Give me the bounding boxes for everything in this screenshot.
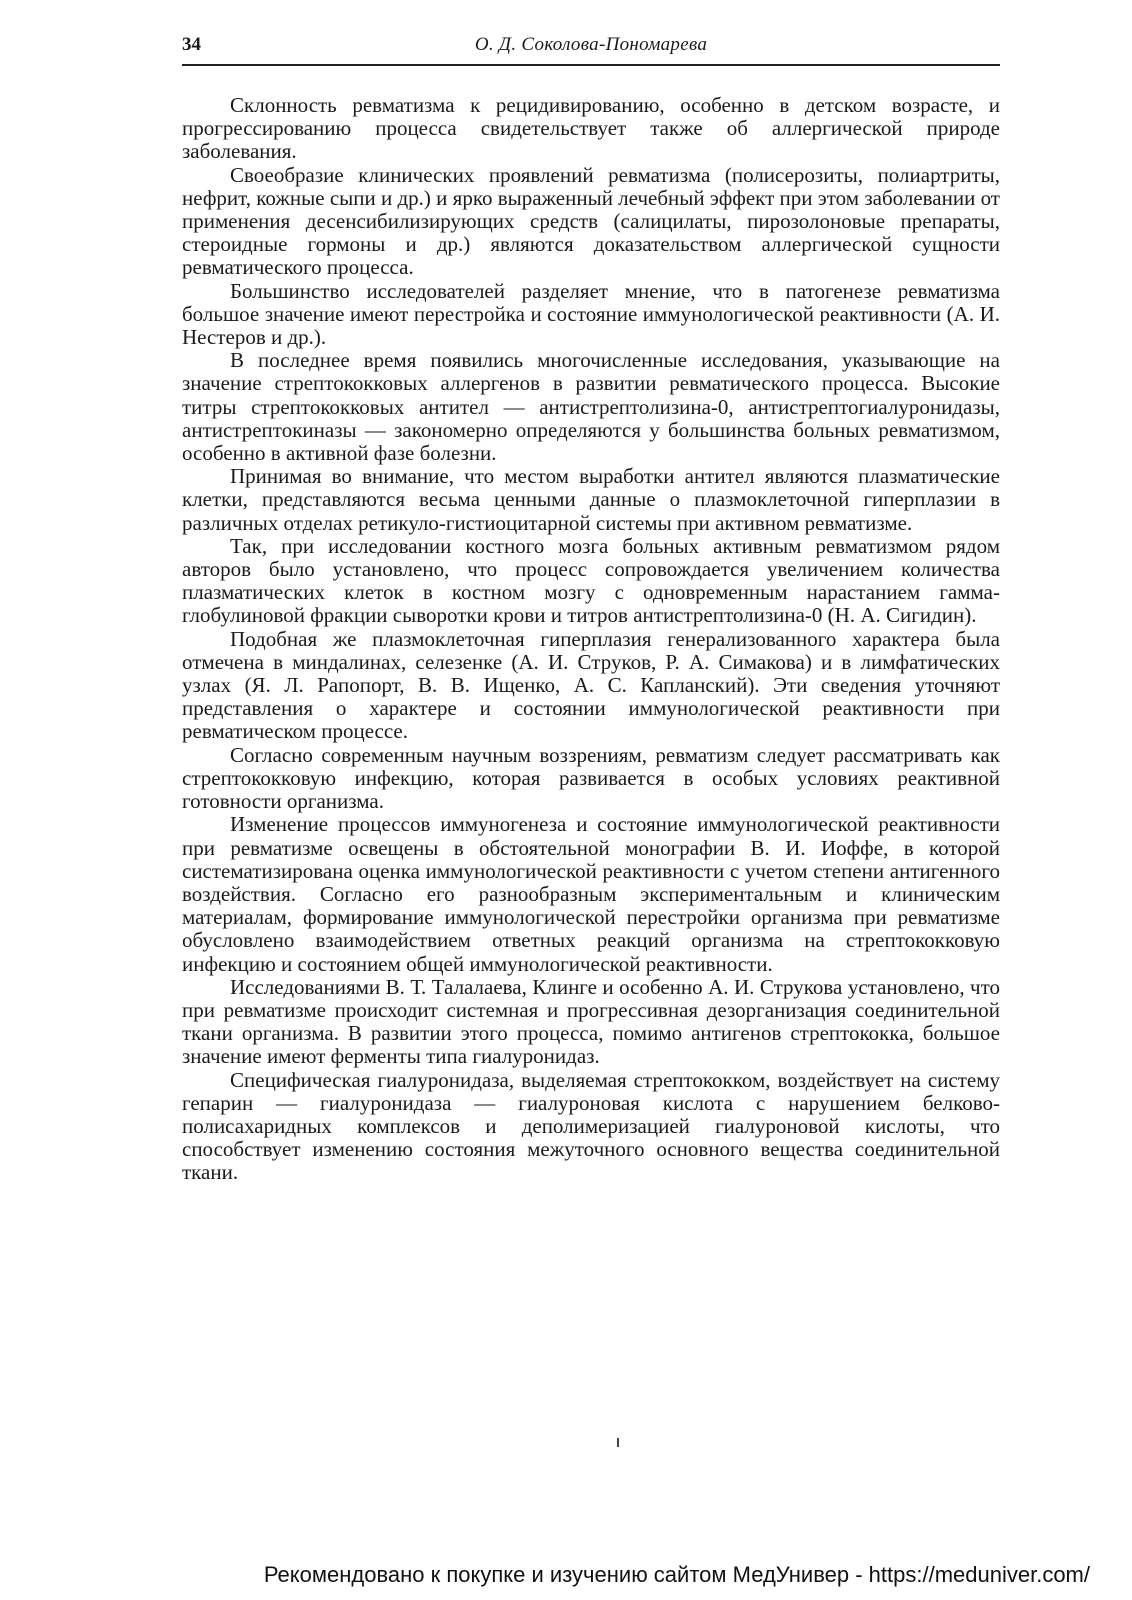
running-head-author: О. Д. Соколова-Пономарева [474, 34, 708, 55]
paragraph: Подобная же плазмоклеточная гиперплазия генерализованного характера была отмечена в миндалинах, селезенке (А. И. Струков, Р. А. Симакова) и в лимфатических узлах (Я. Л. Рапопорт, В. В. Ищенко, А. С. Капланский). Эти сведения уточняют представления о характере и состоянии иммунологической реактивности при ревматическом процессе. [182, 626, 1000, 744]
paragraph: Склонность ревматизма к рецидивированию, особенно в детском возрасте, и прогрессированию процесса свидетельствует также об аллергической природе заболевания. [182, 93, 1000, 164]
paragraph: Согласно современным научным воззрениям, ревматизм следует рассматривать как стрептококковую инфекцию, которая развивается в особых условиях реактивной готовности организма. [182, 742, 1000, 814]
footer-recommendation: Рекомендовано к покупке и изучению сайтом МедУнивер - https://meduniver.com/ [263, 1562, 1090, 1587]
paragraph: Специфическая гиалуронидаза, выделяемая стрептококком, воздействует на систему гепарин — гиалуронидаза — гиалуроновая кислота с нарушением белково-полисахаридных комплексов и деполимеризацией гиалуроновой кислоты, что способствует изменению состояния межуточного основного вещества соединительной ткани. [182, 1067, 1000, 1185]
page-number: 34 [182, 34, 201, 55]
paragraph: Большинство исследователей разделяет мнение, что в патогенезе ревматизма большое значение имеют перестройка и состояние иммунологической реактивности (А. И. Нестеров и др.). [182, 278, 1000, 350]
running-head [182, 34, 1000, 66]
paragraph: Так, при исследовании костного мозга больных активным ревматизмом рядом авторов было установлено, что процесс сопровождается увеличением количества плазматических клеток в костном мозгу с одновременным нарастанием гамма-глобулиновой фракции сыворотки крови и титров антистрептолизина-0 (Н. А. Сигидин). [182, 533, 1000, 628]
body-text [182, 94, 1000, 1185]
paragraph: Своеобразие клинических проявлений ревматизма (полисерозиты, полиартриты, нефрит, кожные сыпи и др.) и ярко выраженный лечебный эффект при этом заболевании от применения десенсибилизирующих средств (салицилаты, пирозолоновые препараты, стероидные гормоны и др.) являются доказательством аллергической сущности ревматического процесса. [182, 162, 1000, 280]
paragraph: Принимая во внимание, что местом выработки антител являются плазматические клетки, представляются весьма ценными данные о плазмоклеточной гиперплазии в различных отделах ретикуло-гистиоцитарной системы при активном ревматизме. [182, 464, 1000, 535]
paragraph: В последнее время появились многочисленные исследования, указывающие на значение стрептококковых аллергенов в развитии ревматического процесса. Высокие титры стрептококковых антител — антистрептолизина-0, антистрептогиалуронидазы, антистрептокиназы — закономерно определяются у большинства больных ревматизмом, особенно в активной фазе болезни. [182, 348, 1000, 466]
paragraph: Исследованиями В. Т. Талалаева, Клинге и особенно А. И. Струкова установлено, что при ревматизме происходит системная и прогрессивная дезорганизация соединительной ткани организма. В развитии этого процесса, помимо антигенов стрептококка, большое значение имеют ферменты типа гиалуронидаз. [182, 974, 1000, 1069]
scan-artifact-mark [617, 1438, 619, 1447]
paragraph: Изменение процессов иммуногенеза и состояние иммунологической реактивности при ревматизме освещены в обстоятельной монографии В. И. Иоффе, в которой систематизирована оценка иммунологической реактивности с учетом степени антигенного воздействия. Согласно его разнообразным экспериментальным и клиническим материалам, формирование иммунологической перестройки организма при ревматизме обусловлено взаимодействием ответных реакций организма на стрептококковую инфекцию и состоянием общей иммунологической реактивности. [182, 812, 1000, 976]
